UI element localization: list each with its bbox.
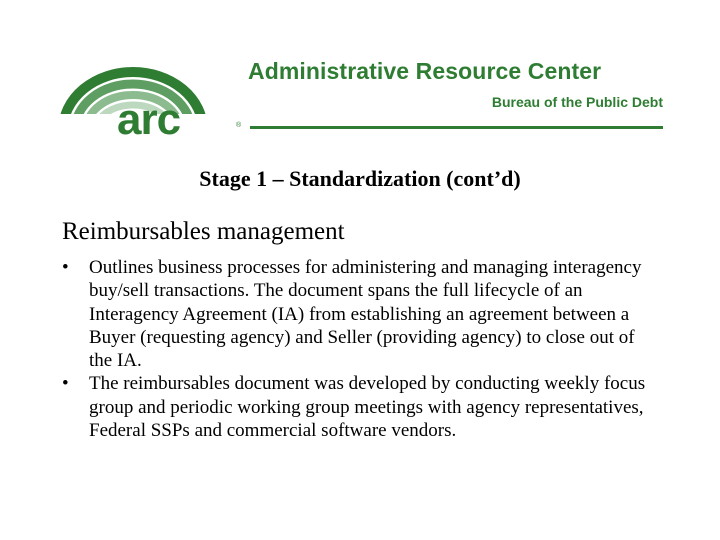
bullet-text: The reimbursables document was developed by conducting weekly focus group and periodic working group meetings with agency representatives, Federal SSPs and commercial software vendors.: [89, 373, 646, 442]
arc-logo: [55, 52, 255, 142]
bullet-text: Outlines business processes for administering and managing interagency buy/sell transactions. The document spans the full lifecycle of an Interagency Agreement (IA) from establishing an agreement between a Buyer (requesting agency) and Seller (providing agency) to close out of the IA.: [89, 257, 642, 372]
bullet-dot: •: [62, 373, 69, 395]
bullet-list: [62, 256, 662, 442]
organization-name: Administrative Resource Center: [248, 58, 602, 84]
slide-title: Stage 1 – Standardization (cont’d): [199, 166, 521, 191]
logo-wordmark: arc: [117, 95, 181, 142]
bullet-item: [62, 372, 662, 442]
registered-mark: ®: [236, 122, 242, 129]
header-rule: [250, 126, 663, 129]
bureau-name: Bureau of the Public Debt: [491, 94, 663, 110]
bullet-dot: •: [62, 257, 69, 278]
section-heading: Reimbursables management: [62, 218, 345, 245]
bullet-item: [62, 256, 662, 372]
